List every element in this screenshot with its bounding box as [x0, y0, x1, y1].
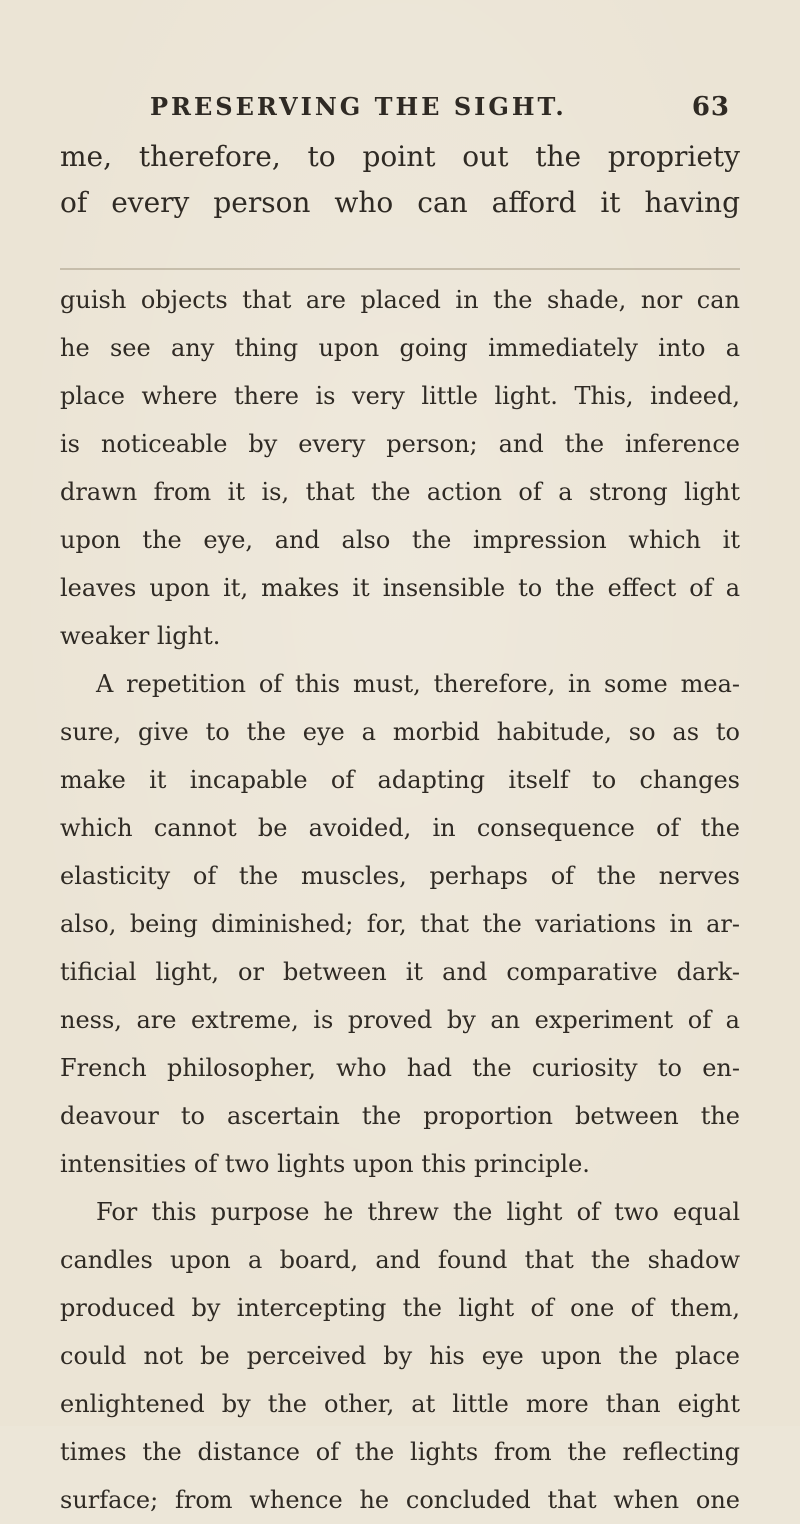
- text-line: tificial light, or between it and comparative dark-: [60, 958, 740, 986]
- text-line: elasticity of the muscles, perhaps of the nerves: [60, 862, 740, 890]
- text-line: intensities of two lights upon this principle.: [60, 1150, 590, 1178]
- text-line: enlightened by the other, at little more than eight: [60, 1390, 740, 1418]
- text-line: For this purpose he threw the light of two equal: [96, 1198, 740, 1226]
- text-line: me, therefore, to point out the propriety: [60, 140, 740, 173]
- text-line: guish objects that are placed in the shade, nor can: [60, 286, 740, 314]
- text-line: of every person who can afford it having: [60, 186, 740, 219]
- running-head-title: PRESERVING THE SIGHT.: [150, 92, 567, 121]
- text-line: place where there is very little light. This, indeed,: [60, 382, 740, 410]
- running-head: [150, 92, 730, 132]
- text-line: make it incapable of adapting itself to changes: [60, 766, 740, 794]
- text-line: weaker light.: [60, 622, 221, 650]
- text-line: ness, are extreme, is proved by an experiment of a: [60, 1006, 740, 1034]
- text-line: A repetition of this must, therefore, in some mea-: [96, 670, 740, 698]
- text-line: is noticeable by every person; and the inference: [60, 430, 740, 458]
- text-line: sure, give to the eye a morbid habitude, so as to: [60, 718, 740, 746]
- text-line: could not be perceived by his eye upon the place: [60, 1342, 740, 1370]
- page-divider: [60, 268, 740, 270]
- text-line: times the distance of the lights from the reflecting: [60, 1438, 740, 1466]
- text-line: drawn from it is, that the action of a strong light: [60, 478, 740, 506]
- text-line: candles upon a board, and found that the shadow: [60, 1246, 740, 1274]
- text-line: upon the eye, and also the impression which it: [60, 526, 740, 554]
- text-line: surface; from whence he concluded that when one: [60, 1486, 740, 1514]
- text-line: also, being diminished; for, that the variations in ar-: [60, 910, 740, 938]
- page-number: 63: [691, 92, 730, 122]
- text-line: which cannot be avoided, in consequence of the: [60, 814, 740, 842]
- top-paragraph-fragment: [60, 134, 740, 226]
- text-line: he see any thing upon going immediately into a: [60, 334, 740, 362]
- text-line: deavour to ascertain the proportion between the: [60, 1102, 740, 1130]
- text-line: produced by intercepting the light of one of them,: [60, 1294, 740, 1322]
- text-line: French philosopher, who had the curiosity to en-: [60, 1054, 740, 1082]
- text-line: leaves upon it, makes it insensible to the effect of a: [60, 574, 740, 602]
- main-text: [60, 276, 740, 1524]
